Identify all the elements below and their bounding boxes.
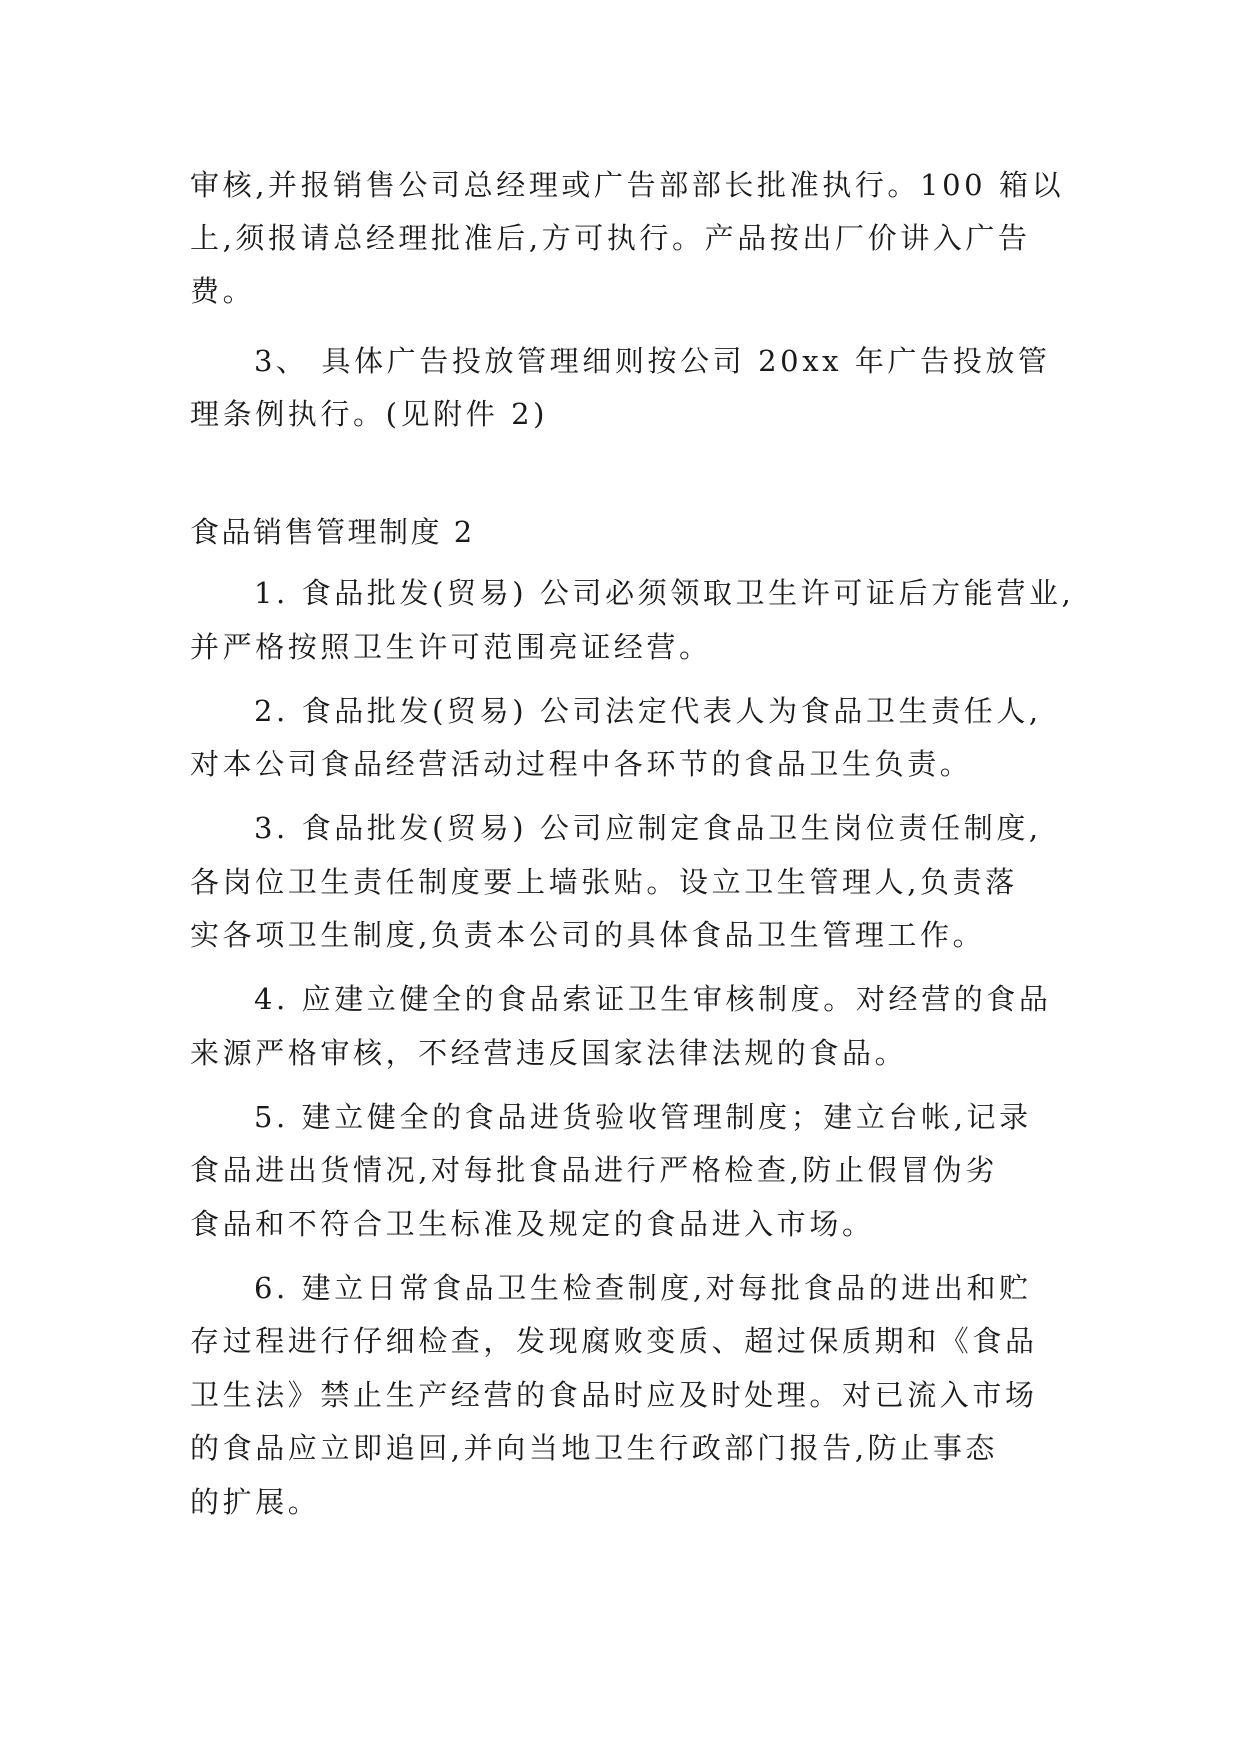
- paragraph-line: 审核,并报销售公司总经理或广告部部长批准执行。100 箱以: [190, 168, 1065, 202]
- rule-6-line: 6. 建立日常食品卫生检查制度,对每批食品的进出和贮: [254, 1271, 1032, 1305]
- rule-1-line: 并严格按照卫生许可范围亮证经营。: [190, 630, 712, 664]
- rule-2-line: 对本公司食品经营活动过程中各环节的食品卫生负责。: [190, 747, 973, 781]
- paragraph-line: 上,须报请总经理批准后,方可执行。产品按出厂价讲入广告: [190, 221, 1031, 255]
- rule-5-line: 食品进出货情况,对每批食品进行严格检查,防止假冒伪劣: [190, 1153, 999, 1187]
- rule-3-line: 3. 食品批发(贸易) 公司应制定食品卫生岗位责任制度,: [254, 811, 1042, 845]
- rule-6-line: 的扩展。: [190, 1485, 321, 1519]
- section-title: 食品销售管理制度 2: [190, 515, 475, 549]
- rule-5-line: 5. 建立健全的食品进货验收管理制度；建立台帐,记录: [254, 1100, 1032, 1134]
- rule-6-line: 存过程进行仔细检查，发现腐败变质、超过保质期和《食品: [190, 1324, 1038, 1358]
- rule-6-line: 卫生法》禁止生产经营的食品时应及时处理。对已流入市场: [190, 1378, 1038, 1412]
- item-3-line: 3、 具体广告投放管理细则按公司 20xx 年广告投放管: [254, 344, 1051, 378]
- rule-5-line: 食品和不符合卫生标准及规定的食品进入市场。: [190, 1207, 875, 1241]
- rule-4-line: 4. 应建立健全的食品索证卫生审核制度。对经营的食品: [254, 982, 1052, 1016]
- paragraph-line: 费。: [190, 274, 256, 308]
- rule-3-line: 实各项卫生制度,负责本公司的具体食品卫生管理工作。: [190, 918, 986, 952]
- item-3-line: 理条例执行。(见附件 2): [190, 397, 549, 431]
- rule-1-line: 1. 食品批发(贸易) 公司必须领取卫生许可证后方能营业,: [254, 576, 1075, 610]
- rule-6-line: 的食品应立即追回,并向当地卫生行政部门报告,防止事态: [190, 1431, 999, 1465]
- rule-4-line: 来源严格审核，不经营违反国家法律法规的食品。: [190, 1036, 908, 1070]
- rule-3-line: 各岗位卫生责任制度要上墙张贴。设立卫生管理人,负责落: [190, 865, 1018, 899]
- rule-2-line: 2. 食品批发(贸易) 公司法定代表人为食品卫生责任人,: [254, 694, 1042, 728]
